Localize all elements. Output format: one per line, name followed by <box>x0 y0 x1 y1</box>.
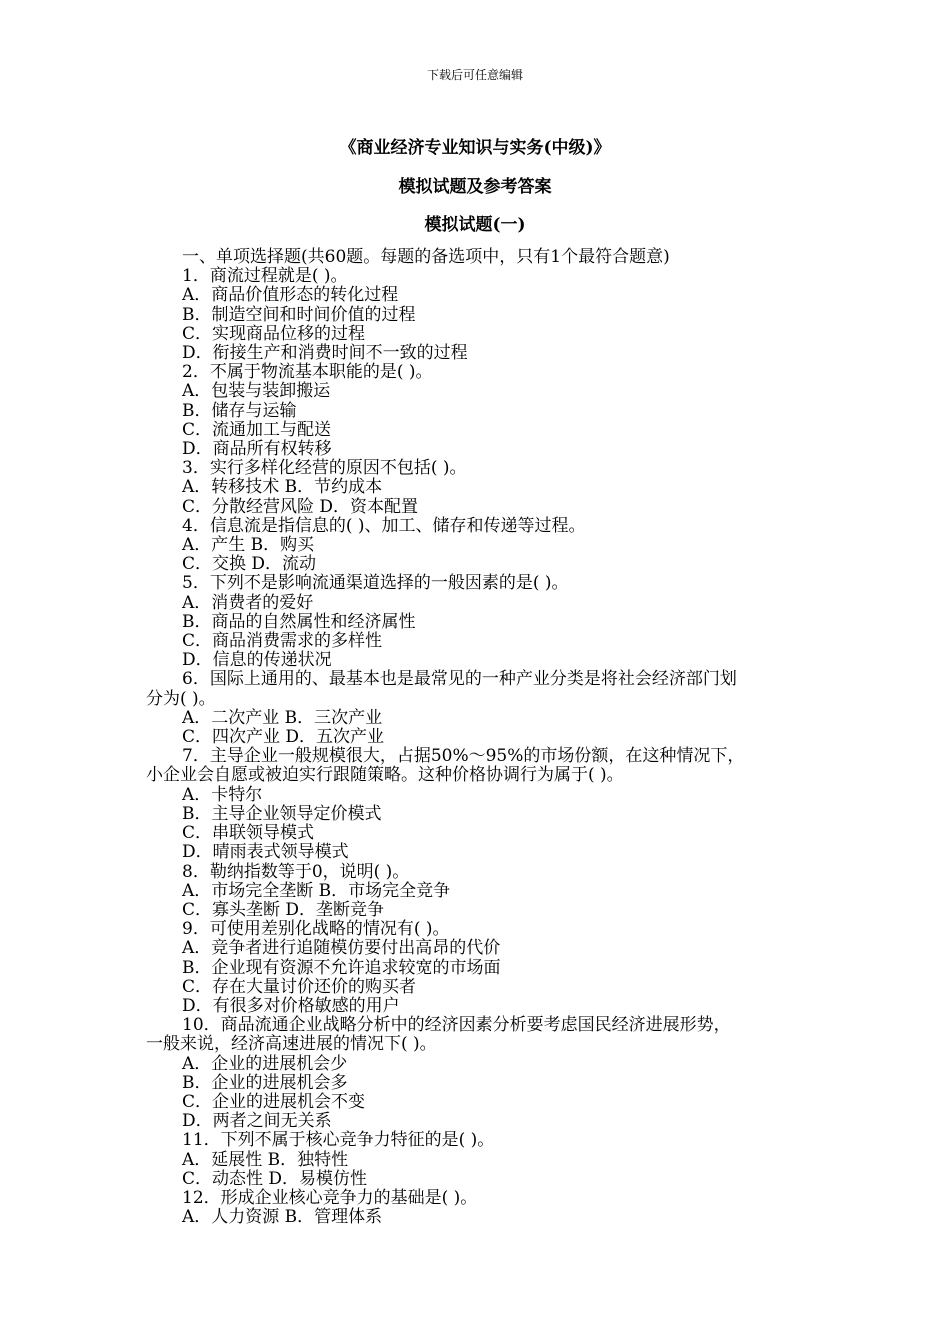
text-line: 分为( )。 <box>146 688 216 709</box>
text-line: 5．下列不是影响流通渠道选择的一般因素的是( )。 <box>182 573 569 594</box>
text-line: 8．勒纳指数等于0，说明( )。 <box>182 861 410 882</box>
text-line: C．存在大量讨价还价的购买者 <box>182 976 417 997</box>
question-body <box>146 248 826 1227</box>
text-line: C．交换 D．流动 <box>182 554 317 575</box>
text-line: C．流通加工与配送 <box>182 419 332 440</box>
document-title: 《商业经济专业知识与实务(中级)》 <box>339 138 611 158</box>
text-line: C．串联领导模式 <box>182 823 315 844</box>
text-line: 10．商品流通企业战略分析中的经济因素分析要考虑国民经济进展形势， <box>182 1015 731 1036</box>
text-line: C．企业的进展机会不变 <box>182 1091 366 1112</box>
text-line: C．商品消费需求的多样性 <box>182 631 383 652</box>
text-line: D．商品所有权转移 <box>182 439 332 460</box>
text-line: C．寡头垄断 D．垄断竞争 <box>182 899 385 920</box>
text-line: D．两者之间无关系 <box>182 1111 332 1132</box>
text-line: 12．形成企业核心竞争力的基础是( )。 <box>182 1187 478 1208</box>
text-line: C．实现商品位移的过程 <box>182 323 366 344</box>
text-line: B．主导企业领导定价模式 <box>182 803 382 824</box>
text-line: A．转移技术 B．节约成本 <box>182 477 383 498</box>
text-line: A．包装与装卸搬运 <box>182 381 331 402</box>
text-line: A．延展性 B．独特性 <box>182 1149 349 1170</box>
text-line: A．竞争者进行追随模仿要付出高昂的代价 <box>182 938 501 959</box>
text-line: 1．商流过程就是( )。 <box>182 266 348 287</box>
text-line: 4．信息流是指信息的( )、加工、储存和传递等过程。 <box>182 515 586 536</box>
text-line: B．储存与运输 <box>182 400 297 421</box>
text-line: A．人力资源 B．管理体系 <box>182 1207 383 1228</box>
text-line: A．市场完全垄断 B．市场完全竞争 <box>182 880 451 901</box>
text-line: D．有很多对价格敏感的用户 <box>182 995 400 1016</box>
text-line: A．产生 B．购买 <box>182 535 315 556</box>
text-line: 小企业会自愿或被迫实行跟随策略。这种价格协调行为属于( )。 <box>146 765 624 786</box>
text-line: 7．主导企业一般规模很大，占据50%～95%的市场份额，在这种情况下， <box>182 746 745 767</box>
text-line: D．衔接生产和消费时间不一致的过程 <box>182 343 468 364</box>
text-line: A．商品价值形态的转化过程 <box>182 285 399 306</box>
text-line: A．二次产业 B．三次产业 <box>182 707 383 728</box>
header-note: 下载后可任意编辑 <box>426 68 523 82</box>
text-line: B．企业现有资源不允许追求较宽的市场面 <box>182 957 501 978</box>
text-line: 9．可使用差别化战略的情况有( )。 <box>182 919 450 940</box>
text-line: 11．下列不属于核心竞争力特征的是( )。 <box>182 1130 495 1151</box>
text-line: 一、单项选择题(共60题。每题的备选项中，只有1个最符合题意) <box>182 247 670 267</box>
text-line: B．企业的进展机会多 <box>182 1072 348 1093</box>
document-subtitle: 模拟试题及参考答案 <box>398 177 552 197</box>
text-line: C．四次产业 D．五次产业 <box>182 727 385 748</box>
text-line: C．动态性 D．易模仿性 <box>182 1168 368 1189</box>
text-line: D．晴雨表式领导模式 <box>182 842 349 863</box>
text-line: A．卡特尔 <box>182 784 263 805</box>
text-line: B．制造空间和时间价值的过程 <box>182 304 416 325</box>
text-line: A．企业的进展机会少 <box>182 1053 348 1074</box>
text-line: A．消费者的爱好 <box>182 592 314 613</box>
text-line: 6．国际上通用的、最基本也是最常见的一种产业分类是将社会经济部门划 <box>182 669 737 690</box>
text-line: C．分散经营风险 D．资本配置 <box>182 496 419 517</box>
text-line: 3．实行多样化经营的原因不包括( )。 <box>182 458 467 479</box>
text-line: 一般来说，经济高速进展的情况下( )。 <box>146 1034 437 1055</box>
text-line: 2．不属于物流基本职能的是( )。 <box>182 362 433 383</box>
section-title: 模拟试题(一) <box>424 215 526 235</box>
text-line: B．商品的自然属性和经济属性 <box>182 611 416 632</box>
text-line: D．信息的传递状况 <box>182 650 332 671</box>
